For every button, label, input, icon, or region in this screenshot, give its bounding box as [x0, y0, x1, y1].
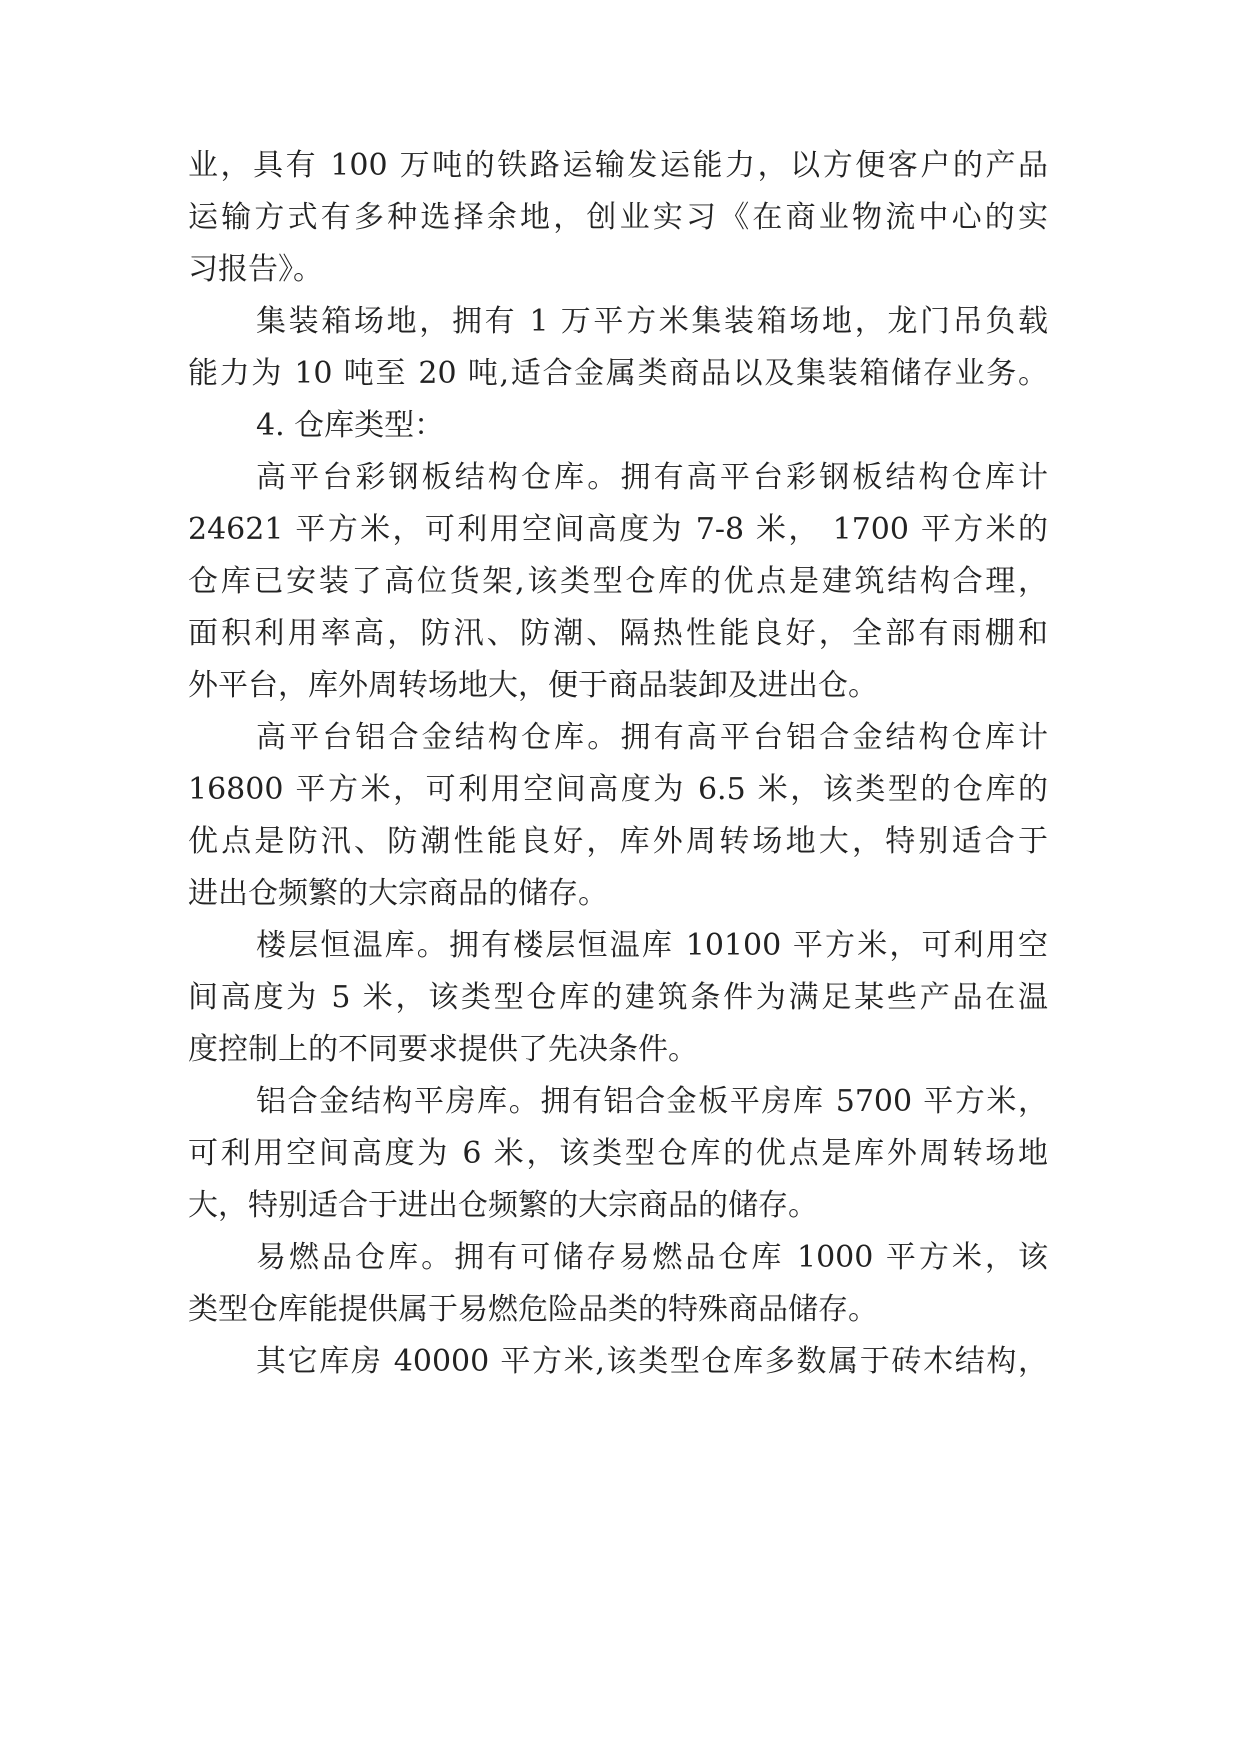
- text-line: 能力为 10 吨至 20 吨,适合金属类商品以及集装箱储存业务。: [188, 356, 1048, 391]
- text-line: 楼层恒温库。拥有楼层恒温库 10100 平方米，可利用空: [256, 928, 1048, 963]
- text-line: 易燃品仓库。拥有可储存易燃品仓库 1000 平方米，该: [256, 1240, 1048, 1275]
- text-line: 仓库已安装了高位货架,该类型仓库的优点是建筑结构合理，: [188, 564, 1048, 599]
- text-line: 外平台，库外周转场地大，便于商品装卸及进出仓。: [188, 668, 878, 703]
- text-line: 其它库房 40000 平方米,该类型仓库多数属于砖木结构，: [256, 1344, 1048, 1379]
- text-line: 间高度为 5 米，该类型仓库的建筑条件为满足某些产品在温: [188, 980, 1048, 1015]
- text-line: 习报告》。: [188, 252, 323, 287]
- text-line: 铝合金结构平房库。拥有铝合金板平房库 5700 平方米，: [256, 1084, 1048, 1119]
- text-line: 高平台彩钢板结构仓库。拥有高平台彩钢板结构仓库计: [256, 460, 1048, 495]
- text-line: 进出仓频繁的大宗商品的储存。: [188, 876, 608, 911]
- text-line: 大，特别适合于进出仓频繁的大宗商品的储存。: [188, 1188, 818, 1223]
- text-line: 集装箱场地，拥有 1 万平方米集装箱场地，龙门吊负载: [256, 304, 1048, 339]
- text-line: 度控制上的不同要求提供了先决条件。: [188, 1032, 698, 1067]
- text-line: 高平台铝合金结构仓库。拥有高平台铝合金结构仓库计: [256, 720, 1048, 755]
- text-line: 优点是防汛、防潮性能良好，库外周转场地大，特别适合于: [188, 824, 1048, 859]
- text-line: 业，具有 100 万吨的铁路运输发运能力，以方便客户的产品: [188, 148, 1048, 183]
- text-line: 类型仓库能提供属于易燃危险品类的特殊商品储存。: [188, 1292, 878, 1327]
- text-line: 面积利用率高，防汛、防潮、隔热性能良好，全部有雨棚和: [188, 616, 1048, 651]
- section-heading: 4. 仓库类型：: [256, 408, 445, 443]
- text-line: 可利用空间高度为 6 米，该类型仓库的优点是库外周转场地: [188, 1136, 1048, 1171]
- text-line: 24621 平方米，可利用空间高度为 7-8 米， 1700 平方米的: [188, 512, 1048, 547]
- text-line: 16800 平方米，可利用空间高度为 6.5 米，该类型的仓库的: [188, 772, 1048, 807]
- text-line: 运输方式有多种选择余地，创业实习《在商业物流中心的实: [188, 200, 1048, 235]
